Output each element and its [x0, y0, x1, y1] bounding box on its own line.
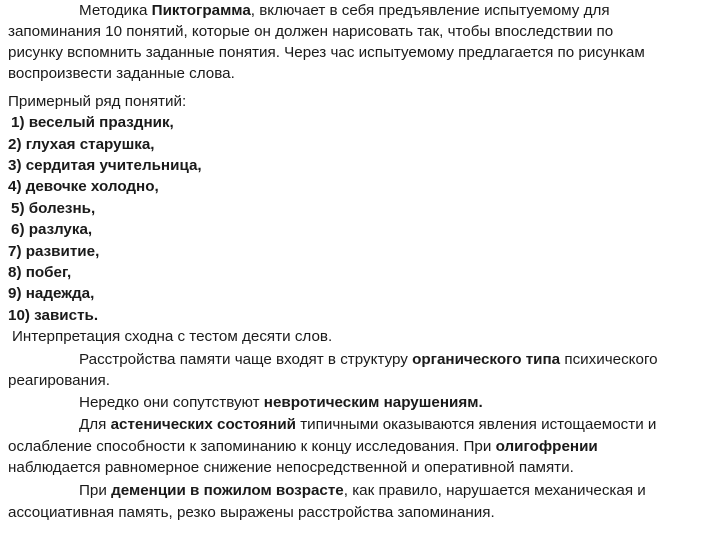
paragraph-text: психического: [560, 351, 658, 368]
intro-line-1: [79, 0, 610, 21]
emphasis: невротическим нарушениям.: [263, 394, 483, 411]
emphasis: деменции в пожилом возрасте: [111, 482, 344, 499]
concept-item: 4) девочке холодно,: [8, 178, 159, 195]
intro-line-2: запоминания 10 понятий, которые он должен нарисовать так, чтобы впоследствии по: [8, 23, 614, 40]
paragraph-4-line-1: [79, 414, 656, 435]
method-name: Пиктограмма: [151, 2, 251, 19]
emphasis: астенических состояний: [110, 416, 296, 433]
intro-line-3: рисунку вспомнить заданные понятия. Через час испытуемому предлагается по рисункам: [8, 44, 645, 61]
paragraph-text: , как правило, нарушается механическая и: [343, 482, 646, 499]
paragraph-2-line-1: [79, 349, 658, 370]
concept-item: 3) сердитая учительница,: [8, 157, 202, 174]
concept-item: 7) развитие,: [8, 243, 100, 260]
emphasis: органического типа: [412, 351, 561, 368]
emphasis: олигофрении: [495, 438, 598, 455]
concept-item: 2) глухая старушка,: [8, 136, 155, 153]
paragraph-text: типичными оказываются явления истощаемости и: [296, 416, 657, 433]
paragraph-4-line-2: [8, 436, 598, 457]
paragraph-4-line-3: наблюдается равномерное снижение непосредственной и оперативной памяти.: [8, 459, 574, 476]
intro-line-4: воспроизвести заданные слова.: [8, 65, 235, 82]
interpretation-line: Интерпретация сходна с тестом десяти слов.: [12, 328, 333, 345]
intro-text: Методика: [79, 2, 152, 19]
paragraph-text: Нередко они сопутствуют: [79, 394, 264, 411]
paragraph-2-line-2: реагирования.: [8, 372, 110, 389]
paragraph-text: Расстройства памяти чаще входят в структуру: [79, 351, 413, 368]
list-heading: Примерный ряд понятий:: [8, 93, 187, 110]
concept-item: 8) побег,: [8, 264, 72, 281]
paragraph-text: ослабление способности к запоминанию к концу исследования. При: [8, 438, 496, 455]
concept-item: 1) веселый праздник,: [11, 114, 174, 131]
concept-item: 10) зависть.: [8, 307, 99, 324]
paragraph-text: При: [79, 482, 112, 499]
concept-item: 9) надежда,: [8, 285, 95, 302]
paragraph-5-line-2: ассоциативная память, резко выражены расстройства запоминания.: [8, 504, 495, 521]
paragraph-text: Для: [79, 416, 111, 433]
paragraph-3: [79, 392, 483, 413]
concept-item: 5) болезнь,: [11, 200, 96, 217]
intro-text: , включает в себя предъявление испытуемому для: [250, 2, 610, 19]
concept-item: 6) разлука,: [11, 221, 93, 238]
paragraph-5-line-1: [79, 480, 646, 501]
